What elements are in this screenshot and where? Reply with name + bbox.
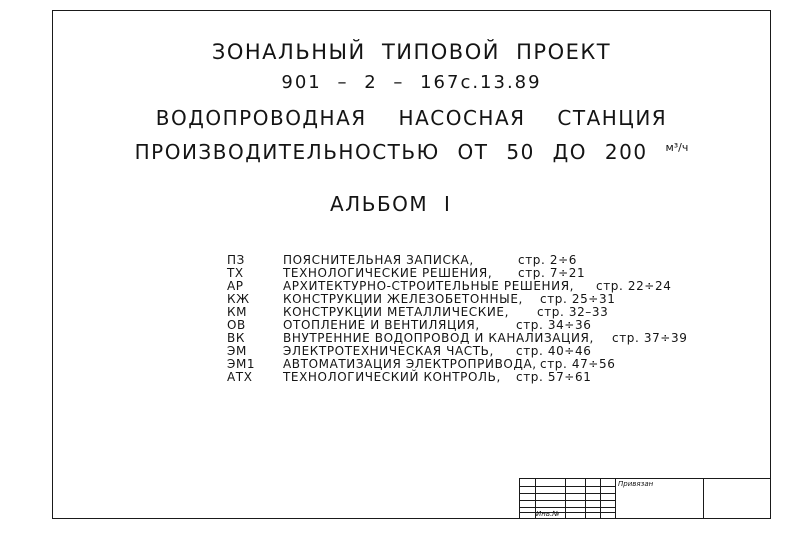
contents-code: ТХ (227, 266, 244, 280)
stamp-divider (703, 479, 704, 518)
stamp-row-line (520, 493, 615, 494)
contents-code: АТХ (227, 370, 253, 384)
contents-pages: стр. 57÷61 (516, 370, 592, 384)
contents-name: ТЕХНОЛОГИЧЕСКИЙ КОНТРОЛЬ, (283, 370, 501, 384)
contents-name: ПОЯСНИТЕЛЬНАЯ ЗАПИСКА, (283, 253, 474, 267)
contents-pages: стр. 22÷24 (596, 279, 672, 293)
stamp-divider (615, 479, 616, 518)
project-code: 901 – 2 – 167с.13.89 (281, 72, 542, 93)
contents-pages: стр. 2÷6 (518, 253, 577, 267)
contents-pages: стр. 25÷31 (540, 292, 616, 306)
contents-code: ПЗ (227, 253, 245, 267)
stamp-row-line (520, 500, 615, 501)
contents-name: КОНСТРУКЦИИ МЕТАЛЛИЧЕСКИЕ, (283, 305, 510, 319)
contents-pages: стр. 47÷56 (540, 357, 616, 371)
stamp-row-line (520, 486, 615, 487)
title-block-stamp (519, 478, 771, 519)
contents-name: ОТОПЛЕНИЕ И ВЕНТИЛЯЦИЯ, (283, 318, 480, 332)
contents-code: КЖ (227, 292, 250, 306)
stamp-inventory-label: Инв.№ (536, 510, 560, 518)
contents-code: КМ (227, 305, 248, 319)
contents-code: ВК (227, 331, 245, 345)
contents-name: ТЕХНОЛОГИЧЕСКИЕ РЕШЕНИЯ, (283, 266, 493, 280)
capacity-line (52, 140, 771, 164)
stamp-row-line (520, 512, 615, 513)
project-type-title: ЗОНАЛЬНЫЙ ТИПОВОЙ ПРОЕКТ (211, 40, 612, 64)
contents-pages: стр. 37÷39 (612, 331, 688, 345)
contents-code: ЭМ (227, 344, 247, 358)
contents-name: КОНСТРУКЦИИ ЖЕЛЕЗОБЕТОННЫЕ, (283, 292, 523, 306)
contents-name: ВНУТРЕННИЕ ВОДОПРОВОД И КАНАЛИЗАЦИЯ, (283, 331, 594, 345)
stamp-attached-label: Привязан (618, 480, 654, 488)
contents-name: ЭЛЕКТРОТЕХНИЧЕСКАЯ ЧАСТЬ, (283, 344, 494, 358)
capacity-unit: м³/ч (665, 141, 689, 154)
contents-name: АВТОМАТИЗАЦИЯ ЭЛЕКТРОПРИВОДА, (283, 357, 537, 371)
album-title: АЛЬБОМ I (330, 192, 452, 216)
contents-pages: стр. 7÷21 (518, 266, 586, 280)
contents-pages: стр. 40÷46 (516, 344, 592, 358)
capacity-text: ПРОИЗВОДИТЕЛЬНОСТЬЮ ОТ 50 ДО 200 (134, 140, 648, 164)
contents-code: ОВ (227, 318, 246, 332)
contents-name: АРХИТЕКТУРНО-СТРОИТЕЛЬНЫЕ РЕШЕНИЯ, (283, 279, 575, 293)
contents-pages: стр. 34÷36 (516, 318, 592, 332)
stamp-row-line (520, 507, 615, 508)
contents-code: АР (227, 279, 244, 293)
project-name: ВОДОПРОВОДНАЯ НАСОСНАЯ СТАНЦИЯ (155, 106, 668, 130)
contents-pages: стр. 32–33 (537, 305, 609, 319)
contents-code: ЭМ1 (227, 357, 256, 371)
